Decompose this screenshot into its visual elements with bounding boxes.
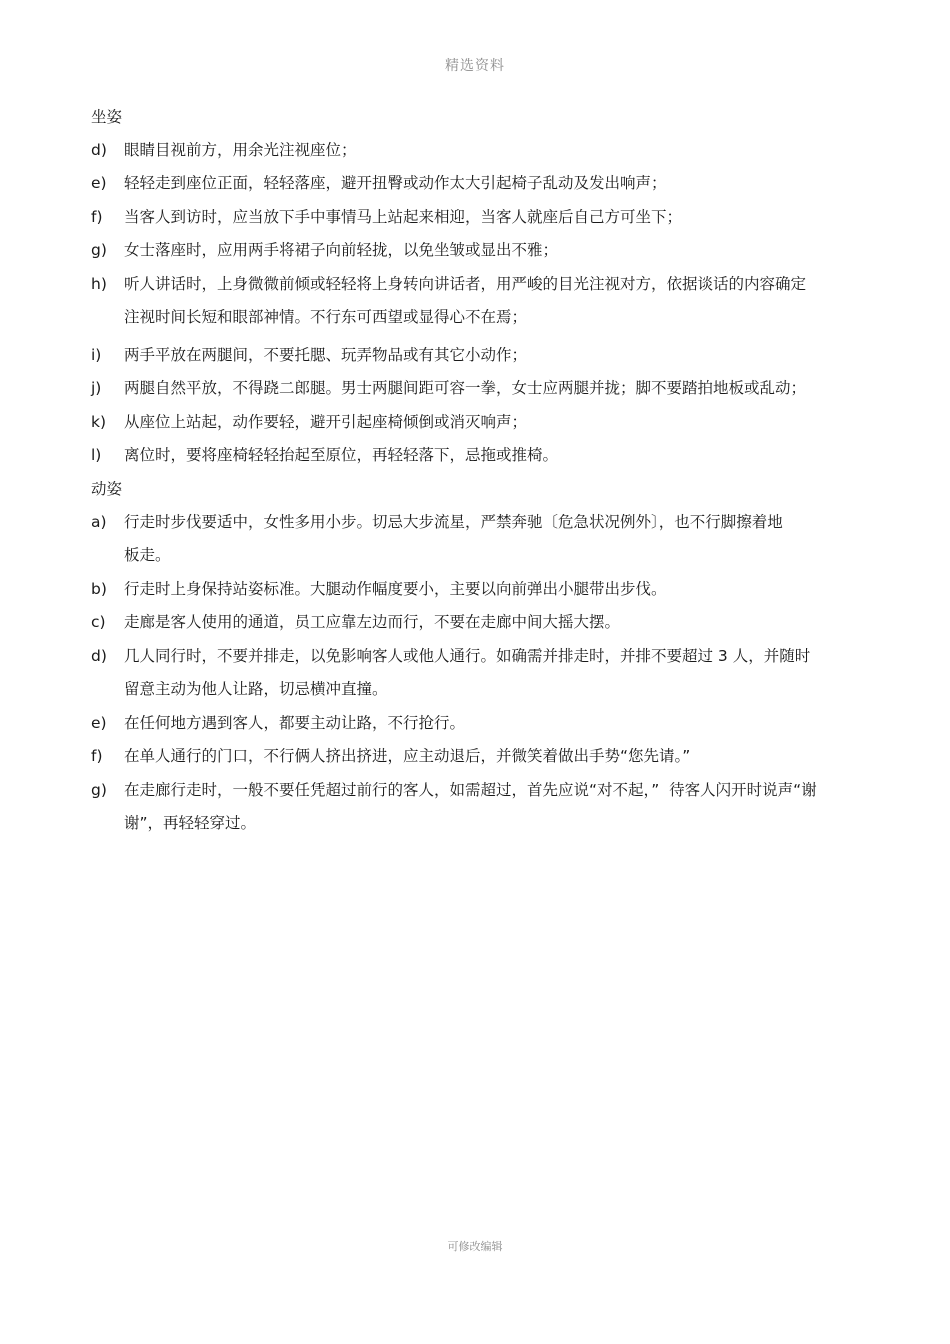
list-item bbox=[91, 573, 891, 607]
list-item bbox=[91, 406, 891, 440]
list-item bbox=[91, 640, 891, 707]
page-header: 精选资料 bbox=[445, 58, 505, 74]
list-item-text-line2: 板走。 bbox=[124, 546, 171, 564]
list-marker: h) bbox=[91, 274, 107, 293]
list-item bbox=[91, 372, 891, 406]
page-footer: 可修改编辑 bbox=[447, 1240, 503, 1253]
list-item bbox=[91, 774, 891, 841]
list-marker: a) bbox=[91, 512, 107, 531]
list-item-text: 行走时上身保持站姿标准。大腿动作幅度要小，主要以向前弹出小腿带出步伐。 bbox=[124, 579, 667, 598]
list-item-text: 离位时，要将座椅轻轻抬起至原位，再轻轻落下，忌拖或推椅。 bbox=[124, 446, 559, 464]
list-item bbox=[91, 134, 891, 168]
list-item bbox=[91, 506, 891, 573]
list-item-text: 当客人到访时，应当放下手中事情马上站起来相迎，当客人就座后自己方可坐下； bbox=[124, 207, 683, 226]
list-marker: l) bbox=[91, 446, 102, 464]
list-item bbox=[91, 740, 891, 774]
list-item-text: 两腿自然平放，不得跷二郎腿。男士两腿间距可容一拳，女士应两腿并拢；脚不要踏拍地板或乱动； bbox=[124, 379, 807, 397]
list-item-text-line1: 几人同行时，不要并排走，以免影响客人或他人通行。如确需并排走时，并排不要超过 3 人，并随时 bbox=[124, 646, 811, 665]
list-item-text-line2: 谢”，再轻轻穿过。 bbox=[124, 814, 257, 832]
list-marker: e) bbox=[91, 713, 107, 732]
list-marker: g) bbox=[91, 241, 107, 260]
list-item bbox=[91, 234, 891, 268]
section-heading: 动姿 bbox=[91, 479, 123, 498]
list-item-text: 走廊是客人使用的通道，员工应靠左边而行，不要在走廊中间大摇大摆。 bbox=[124, 613, 621, 631]
list-item-text: 轻轻走到座位正面，轻轻落座，避开扭臀或动作太大引起椅子乱动及发出响声； bbox=[124, 174, 667, 193]
list-item-text-line1: 在走廊行走时，一般不要任凭超过前行的客人，如需超过，首先应说“对不起，” 待客人闪开时说声“谢 bbox=[124, 780, 817, 799]
list-item-text-line1: 行走时步伐要适中，女性多用小步。切忌大步流星，严禁奔驰〔危急状况例外〕，也不行脚擦着地 bbox=[124, 512, 783, 531]
list-marker: k) bbox=[91, 412, 107, 431]
list-marker: d) bbox=[91, 140, 107, 159]
list-item-text: 两手平放在两腿间，不要托腮、玩弄物品或有其它小动作； bbox=[124, 345, 528, 364]
list-item bbox=[91, 439, 891, 473]
list-item-text: 从座位上站起，动作要轻，避开引起座椅倾倒或消灭响声； bbox=[124, 412, 528, 431]
list-marker: i) bbox=[91, 345, 102, 364]
section-walking bbox=[91, 478, 891, 841]
list-item-text: 眼睛目视前方，用余光注视座位； bbox=[124, 140, 357, 159]
list-item-text: 在任何地方遇到客人，都要主动让路，不行抢行。 bbox=[124, 713, 466, 732]
list-item bbox=[91, 167, 891, 201]
list-item-text-line1: 听人讲话时，上身微微前倾或轻轻将上身转向讲话者，用严峻的目光注视对方，依据谈话的内容确定 bbox=[124, 274, 807, 293]
list-item-text-line2: 注视时间长短和眼部神情。不行东可西望或显得心不在焉； bbox=[124, 308, 528, 327]
list-marker: g) bbox=[91, 780, 107, 799]
section-heading: 坐姿 bbox=[91, 108, 123, 126]
list-item bbox=[91, 339, 891, 373]
list-marker: d) bbox=[91, 646, 107, 665]
document-body bbox=[91, 106, 891, 846]
list-item-text: 在单人通行的门口，不行俩人挤出挤进，应主动退后，并微笑着做出手势“您先请。” bbox=[124, 747, 691, 765]
section-sitting bbox=[91, 106, 891, 473]
list-marker: j) bbox=[91, 379, 102, 397]
list-item-text: 女士落座时，应用两手将裙子向前轻拢，以免坐皱或显出不雅； bbox=[124, 241, 559, 260]
list-item bbox=[91, 268, 891, 335]
list-marker: f) bbox=[91, 747, 103, 765]
list-marker: e) bbox=[91, 174, 107, 193]
list-item bbox=[91, 201, 891, 235]
list-item-text-line2: 留意主动为他人让路，切忌横冲直撞。 bbox=[124, 680, 388, 698]
list-marker: b) bbox=[91, 579, 107, 598]
list-item bbox=[91, 707, 891, 741]
list-marker: f) bbox=[91, 207, 103, 226]
list-item bbox=[91, 606, 891, 640]
list-marker: c) bbox=[91, 613, 106, 631]
